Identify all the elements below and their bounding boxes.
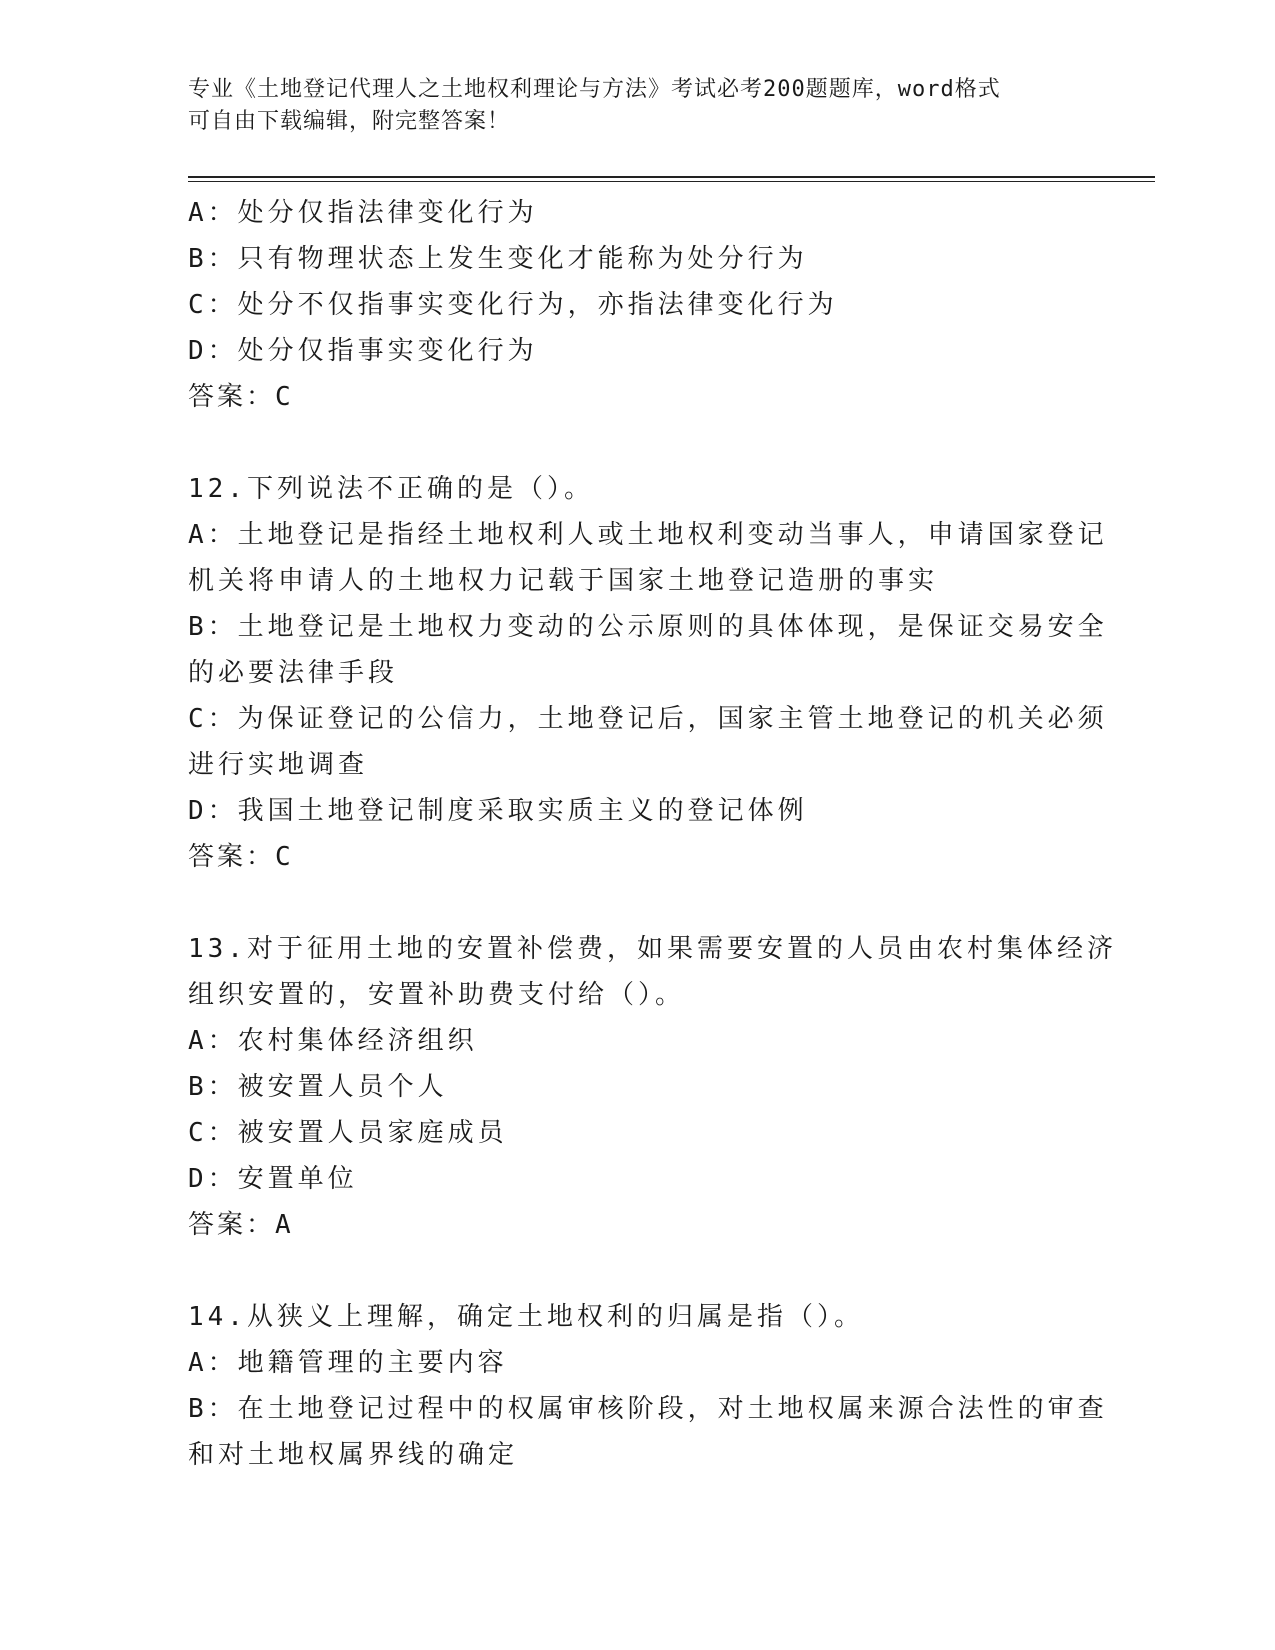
option-a: A：地籍管理的主要内容 bbox=[188, 1348, 508, 1378]
option-d: D：安置单位 bbox=[188, 1164, 358, 1194]
option-c: C：处分不仅指事实变化行为，亦指法律变化行为 bbox=[188, 290, 838, 320]
header-rule-thick bbox=[188, 176, 1155, 178]
option-d: D：我国土地登记制度采取实质主义的登记体例 bbox=[188, 796, 808, 826]
option-b: B：只有物理状态上发生变化才能称为处分行为 bbox=[188, 244, 808, 274]
option-c: C：被安置人员家庭成员 bbox=[188, 1118, 508, 1148]
header-rule-thin bbox=[188, 181, 1155, 182]
question-stem: 13.对于征用土地的安置补偿费，如果需要安置的人员由农村集体经济 bbox=[188, 934, 1117, 964]
option-a-continued: 机关将申请人的土地权力记载于国家土地登记造册的事实 bbox=[188, 566, 939, 596]
answer-line: 答案：A bbox=[188, 1210, 294, 1240]
option-b: B：被安置人员个人 bbox=[188, 1072, 448, 1102]
option-a: A：处分仅指法律变化行为 bbox=[188, 198, 538, 228]
option-c-continued: 进行实地调查 bbox=[188, 750, 369, 780]
spacer bbox=[188, 880, 1088, 926]
question-12 bbox=[188, 466, 1108, 880]
question-14 bbox=[188, 1294, 1108, 1478]
option-c: C：为保证登记的公信力，土地登记后，国家主管土地登记的机关必须 bbox=[188, 704, 1108, 734]
question-stem-continued: 组织安置的，安置补助费支付给（）。 bbox=[188, 980, 686, 1010]
spacer bbox=[188, 420, 1088, 466]
option-b: B：土地登记是土地权力变动的公示原则的具体体现，是保证交易安全 bbox=[188, 612, 1108, 642]
question-stem: 14.从狭义上理解，确定土地权利的归属是指（）。 bbox=[188, 1302, 864, 1332]
option-a: A：土地登记是指经土地权利人或土地权利变动当事人，申请国家登记 bbox=[188, 520, 1108, 550]
question-stem: 12.下列说法不正确的是（）。 bbox=[188, 474, 594, 504]
option-b: B：在土地登记过程中的权属审核阶段，对土地权属来源合法性的审查 bbox=[188, 1394, 1108, 1424]
option-b-continued: 和对土地权属界线的确定 bbox=[188, 1440, 519, 1470]
question-content bbox=[188, 190, 1117, 1478]
option-a: A：农村集体经济组织 bbox=[188, 1026, 478, 1056]
option-b-continued: 的必要法律手段 bbox=[188, 658, 399, 688]
spacer bbox=[188, 1248, 1088, 1294]
answer-line: 答案：C bbox=[188, 842, 294, 872]
header-title-line-2: 可自由下载编辑，附完整答案！ bbox=[188, 109, 511, 134]
header-title-line-1: 专业《土地登记代理人之土地权利理论与方法》考试必考200题题库，word格式 bbox=[188, 77, 1001, 102]
document-header bbox=[188, 74, 1068, 138]
option-d: D：处分仅指事实变化行为 bbox=[188, 336, 538, 366]
answer-line: 答案：C bbox=[188, 382, 294, 412]
question-11 bbox=[188, 190, 1088, 420]
question-13 bbox=[188, 926, 1117, 1248]
